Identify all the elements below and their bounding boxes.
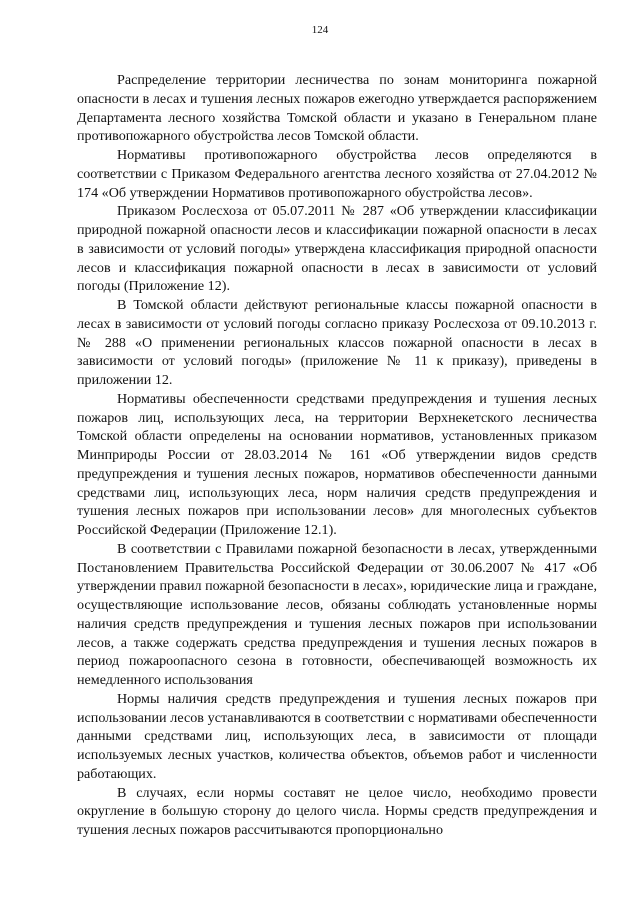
paragraph: Приказом Рослесхоза от 05.07.2011 № 287 «Об утверждении классификации природной пожарной опасности лесов и классификации пожарной опасности в лесах в зависимости от условий погоды» утверждена классификация природной опасности лесов и классификация пожарной опасности в лесах в зависимости от условий погоды (Приложение 12). — [77, 203, 597, 295]
page-number: 124 — [311, 24, 329, 36]
paragraph: В соответствии с Правилами пожарной безопасности в лесах, утвержденными Постановлением Правительства Российской Федерации от 30.06.2007 № 417 «Об утверждении правил пожарной безопасности в лесах», юридические лица и граждане, осуществляющие использование лесов, обязаны соблюдать установленные нормы наличия средств предупреждения и тушения лесных пожаров при использовании лесов, а также содержать средства предупреждения и тушения лесных пожаров в период пожароопасного сезона в готовности, обеспечивающей возможность их немедленного использования — [77, 540, 597, 688]
document-body — [77, 71, 597, 840]
paragraph: Нормы наличия средств предупреждения и тушения лесных пожаров при использовании лесов устанавливаются в соответствии с нормативами обеспеченности данными средствами лиц, использующих леса, в зависимости от площади используемых лесных участков, количества объектов, объемов работ и численности работающих. — [77, 690, 597, 782]
paragraph: Нормативы обеспеченности средствами предупреждения и тушения лесных пожаров лиц, использующих леса, на территории Верхнекетского лесничества Томской области определены на основании нормативов, установленных приказом Минприроды России от 28.03.2014 № 161 «Об утверждении видов средств предупреждения и тушения лесных пожаров, нормативов обеспеченности данными средствами лиц, использующих леса, норм наличия средств предупреждения и тушения лесных пожаров при использовании лесов» для многолесных субъектов Российской Федерации (Приложение 12.1). — [77, 390, 597, 538]
paragraph: Распределение территории лесничества по зонам мониторинга пожарной опасности в лесах и тушения лесных пожаров ежегодно утверждается распоряжением Департамента лесного хозяйства Томской области и указано в Генеральном плане противопожарного обустройства лесов Томской области. — [77, 72, 597, 145]
paragraph: Нормативы противопожарного обустройства лесов определяются в соответствии с Приказом Федерального агентства лесного хозяйства от 27.04.2012 № 174 «Об утверждении Нормативов противопожарного обустройства лесов». — [77, 147, 597, 201]
paragraph: В Томской области действуют региональные классы пожарной опасности в лесах в зависимости от условий погоды согласно приказу Рослесхоза от 09.10.2013 г. № 288 «О применении региональных классов пожарной опасности в лесах в зависимости от условий погоды» (приложение № 11 к приказу), приведены в приложении 12. — [77, 297, 597, 388]
paragraph: В случаях, если нормы составят не целое число, необходимо провести округление в большую сторону до целого числа. Нормы средств предупреждения и тушения лесных пожаров рассчитываются пропорционально — [77, 784, 597, 838]
